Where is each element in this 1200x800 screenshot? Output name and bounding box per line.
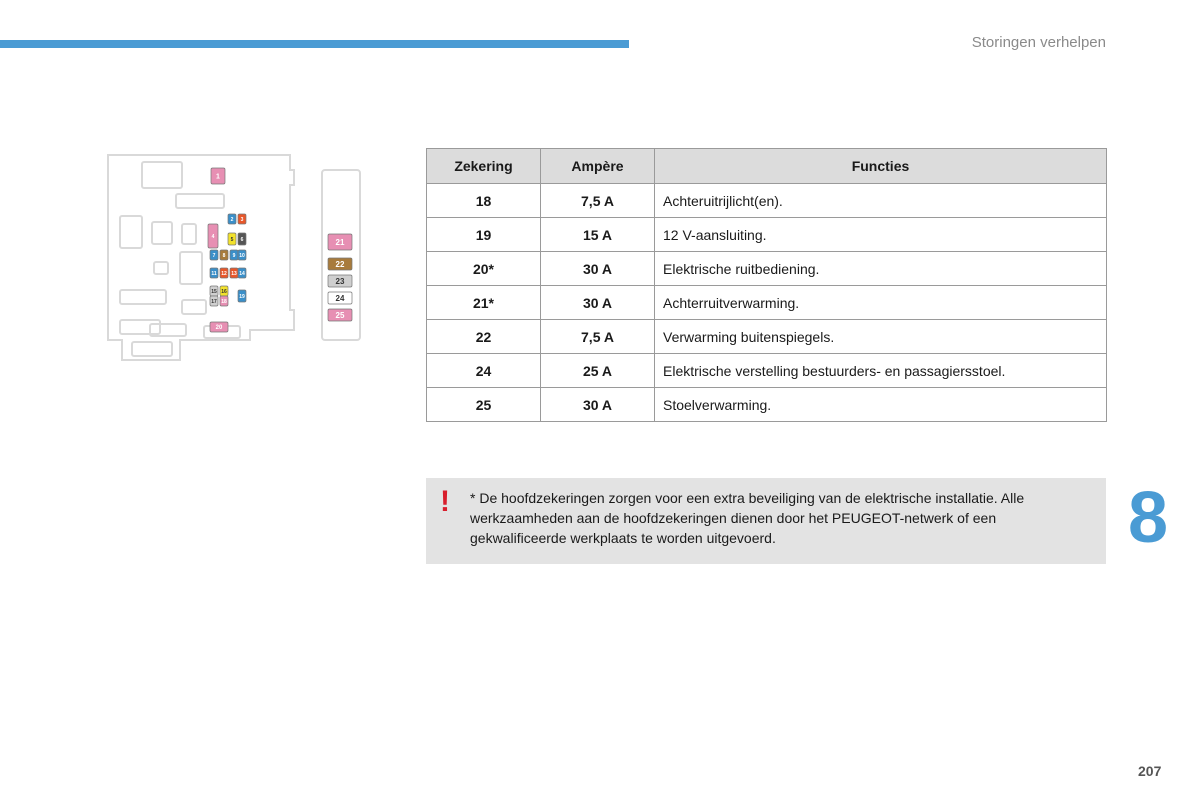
table-row [427,320,1107,354]
fuse-label: 11 [211,270,217,277]
fuse-label: 1 [216,173,220,181]
fuse-label: 3 [240,216,244,223]
fuse-label: 13 [231,270,237,277]
chapter-number: 8 [1128,478,1169,558]
fuse-amperage: 30 A [541,252,655,286]
fuse-number: 22 [427,320,541,354]
fuse-label: 8 [222,252,226,259]
header-amp: Ampère [541,149,655,184]
table-row [427,252,1107,286]
fuse-function: Verwarming buitenspiegels. [655,320,1107,354]
fuse-label: 12 [221,270,227,277]
fuse-function: Achterruitverwarming. [655,286,1107,320]
fuse-label: 6 [240,236,244,243]
fuse-number: 18 [427,184,541,218]
fuse-box-diagram [100,150,370,370]
header-accent-bar [0,40,629,48]
warning-note [426,478,1106,564]
table-row [427,184,1107,218]
fuse-label: 24 [335,293,345,303]
table-row [427,354,1107,388]
table-row [427,388,1107,422]
fuse-label: 21 [335,237,345,247]
table-header-row [427,149,1107,184]
fuse-label: 2 [230,216,234,223]
fuse-label: 25 [335,310,345,320]
fuse-label: 17 [211,298,217,305]
fuse-label: 19 [239,293,245,300]
fuse-table [426,148,1107,422]
header-fuse: Zekering [427,149,541,184]
fuse-function: Stoelverwarming. [655,388,1107,422]
fuse-amperage: 7,5 A [541,320,655,354]
fuse-amperage: 30 A [541,388,655,422]
fuse-label: 5 [230,236,234,243]
fuse-amperage: 25 A [541,354,655,388]
fuse-label: 9 [232,252,236,259]
fuse-function: Achteruitrijlicht(en). [655,184,1107,218]
fuse-amperage: 15 A [541,218,655,252]
fuse-label: 22 [335,259,345,269]
table-row [427,286,1107,320]
fuse-label: 15 [211,288,217,295]
fuse-number: 19 [427,218,541,252]
fuse-function: Elektrische verstelling bestuurders- en passagiersstoel. [655,354,1107,388]
fuse-label: 18 [221,298,227,305]
table-row [427,218,1107,252]
fuse-amperage: 30 A [541,286,655,320]
fuse-function: Elektrische ruitbediening. [655,252,1107,286]
header-functions: Functies [655,149,1107,184]
fuse-number: 20* [427,252,541,286]
fuse-label: 16 [221,288,227,295]
fuse-label: 20 [215,325,223,332]
fuse-label: 14 [239,270,245,277]
fuse-label: 23 [335,276,345,286]
fuse-label: 4 [211,233,215,240]
page-number: 207 [1138,763,1162,779]
fuse-amperage: 7,5 A [541,184,655,218]
fuse-function: 12 V-aansluiting. [655,218,1107,252]
warning-icon: ! [440,485,450,518]
fuse-number: 21* [427,286,541,320]
fuse-number: 24 [427,354,541,388]
fuse-label: 10 [239,252,245,259]
section-title: Storingen verhelpen [971,34,1106,51]
warning-note-text: * De hoofdzekeringen zorgen voor een extra beveiliging van de elektrische installatie. Alle werkzaamheden aan de hoofdzekeringen dienen door het PEUGEOT-netwerk of een gekwalificeerde werkplaats te worden uitgevoerd. [470,490,1025,546]
fuse-number: 25 [427,388,541,422]
fuse-label: 7 [212,252,216,259]
